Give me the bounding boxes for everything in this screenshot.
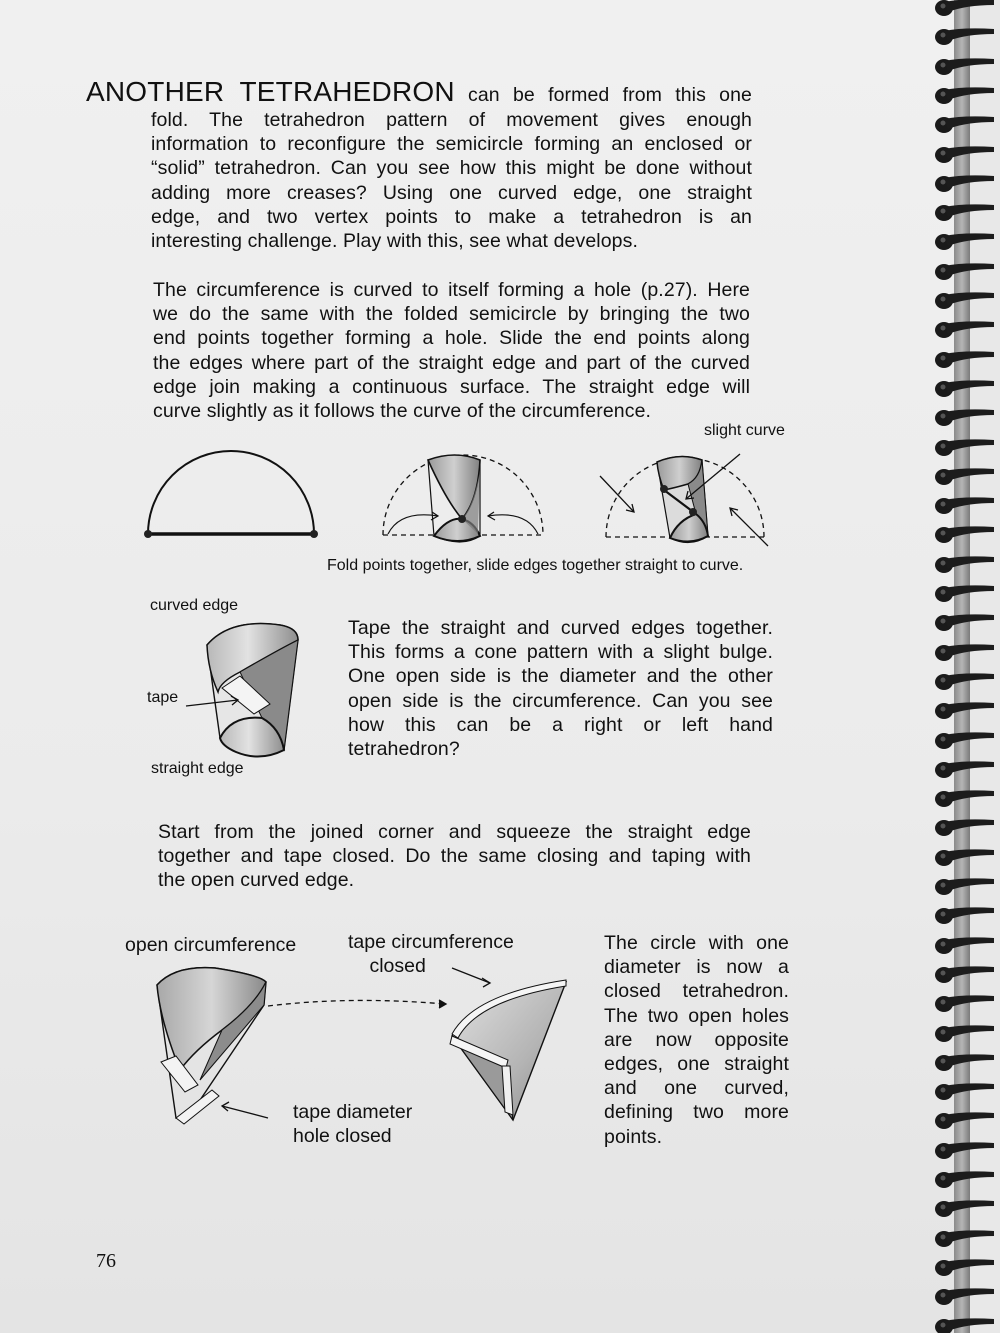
coil-icon xyxy=(934,0,994,12)
coil-icon xyxy=(934,816,994,832)
coil-icon xyxy=(934,494,994,510)
f2-line-3: open side is the circumference. Can you see xyxy=(348,689,773,712)
p2-line-4: edge join making a continuous surface. The straight edge will xyxy=(153,375,750,398)
f3-line-0: The circle with one xyxy=(604,932,789,954)
coil-icon xyxy=(934,670,994,686)
coil-icon xyxy=(934,377,994,393)
label-tape: tape xyxy=(147,689,179,706)
f2-line-1: This forms a cone pattern with a slight bulge. xyxy=(348,641,773,664)
f2-line-0: Tape the straight and curved edges together. xyxy=(348,617,773,639)
f2-line-5: tetrahedron? xyxy=(348,738,460,761)
intro-line-4: adding more creases? Using one curved edge, one straight xyxy=(151,181,752,204)
label-tape-diameter-line1: tape diameter xyxy=(293,1101,413,1123)
intro-line-0: can be formed from this one xyxy=(468,84,752,106)
coil-icon xyxy=(934,875,994,891)
coil-icon xyxy=(934,758,994,774)
coil-icon xyxy=(934,641,994,657)
coil-icon xyxy=(934,729,994,745)
intro-line-2: information to reconfigure the semicircle forming an enclosed or xyxy=(151,133,752,156)
coil-icon xyxy=(934,699,994,715)
coil-icon xyxy=(934,436,994,452)
label-curved-edge: curved edge xyxy=(150,597,239,614)
coil-icon xyxy=(934,787,994,803)
coil-icon xyxy=(934,348,994,364)
coil-icon xyxy=(934,172,994,188)
p3-line-0: Start from the joined corner and squeeze the straight edge xyxy=(158,821,751,843)
label-tape-diameter-line2: hole closed xyxy=(293,1125,392,1147)
intro-line-1: fold. The tetrahedron pattern of movement gives enough xyxy=(151,109,752,131)
coil-icon xyxy=(934,1315,994,1331)
coil-icon xyxy=(934,1285,994,1301)
section-heading: ANOTHER TETRAHEDRON xyxy=(86,76,455,107)
coil-icon xyxy=(934,611,994,627)
coil-icon xyxy=(934,260,994,276)
p2-line-3: the edges where part of the straight edge and part of the curved xyxy=(153,351,750,374)
coil-icon xyxy=(934,992,994,1008)
coil-icon xyxy=(934,25,994,41)
coil-icon xyxy=(934,1051,994,1067)
coil-icon xyxy=(934,406,994,422)
f3-line-2: closed tetrahedron. xyxy=(604,980,789,1003)
label-tape-circumference-line2: closed xyxy=(369,955,426,977)
coil-icon xyxy=(934,1022,994,1038)
f3-line-5: edges, one straight xyxy=(604,1053,789,1076)
coil-icon xyxy=(934,523,994,539)
coil-icon xyxy=(934,1197,994,1213)
page-number: 76 xyxy=(96,1250,116,1272)
coil-icon xyxy=(934,1227,994,1243)
label-tape-circumference-line1: tape circumference xyxy=(348,931,514,953)
p3-line-2: the open curved edge. xyxy=(158,869,355,892)
binding-spine xyxy=(954,0,970,1333)
coil-icon xyxy=(934,553,994,569)
f3-line-1: diameter is now a xyxy=(604,956,789,979)
f2-line-2: One open side is the diameter and the other xyxy=(348,665,773,688)
coil-icon xyxy=(934,289,994,305)
f3-line-4: are now opposite xyxy=(604,1028,789,1051)
coil-icon xyxy=(934,55,994,71)
coil-icon xyxy=(934,904,994,920)
coil-icon xyxy=(934,318,994,334)
coil-icon xyxy=(934,84,994,100)
intro-line-5: edge, and two vertex points to make a tetrahedron is an xyxy=(151,205,752,228)
f3-line-7: defining two more xyxy=(604,1101,789,1124)
p2-line-5: curve slightly as it follows the curve of the circumference. xyxy=(153,400,652,423)
coil-icon xyxy=(934,230,994,246)
p2-line-1: we do the same with the folded semicircle by bringing the two xyxy=(153,303,750,326)
coil-icon xyxy=(934,1109,994,1125)
page-edge xyxy=(970,0,1000,1333)
spiral-binding xyxy=(930,0,1000,1333)
f3-line-3: The two open holes xyxy=(604,1004,789,1027)
label-slight-curve: slight curve xyxy=(704,422,785,439)
coil-icon xyxy=(934,846,994,862)
paragraph-closed-tetrahedron xyxy=(604,931,789,1149)
intro-line-6: interesting challenge. Play with this, see what develops. xyxy=(151,230,638,253)
p3-line-1: together and tape closed. Do the same closing and taping with xyxy=(158,845,751,868)
coil-icon xyxy=(934,1080,994,1096)
coil-icon xyxy=(934,465,994,481)
label-open-circumference: open circumference xyxy=(125,934,297,956)
intro-line-3: “solid” tetrahedron. Can you see how this might be done without xyxy=(151,157,752,180)
coil-icon xyxy=(934,143,994,159)
coil-icon xyxy=(934,582,994,598)
coil-icon xyxy=(934,1256,994,1272)
f2-line-4: how this can be a right or left hand xyxy=(348,713,773,736)
coil-icon xyxy=(934,934,994,950)
p2-line-0: The circumference is curved to itself forming a hole (p.27). Here xyxy=(153,279,750,301)
coil-icon xyxy=(934,963,994,979)
coil-icon xyxy=(934,1139,994,1155)
coil-icon xyxy=(934,1168,994,1184)
f3-line-8: points. xyxy=(604,1125,663,1148)
coil-icon xyxy=(934,201,994,217)
f3-line-6: and one curved, xyxy=(604,1077,789,1100)
coil-icon xyxy=(934,113,994,129)
label-straight-edge: straight edge xyxy=(151,760,244,777)
figure1-caption: Fold points together, slide edges together straight to curve. xyxy=(327,557,744,574)
p2-line-2: end points together forming a hole. Slide the end points along xyxy=(153,327,750,350)
